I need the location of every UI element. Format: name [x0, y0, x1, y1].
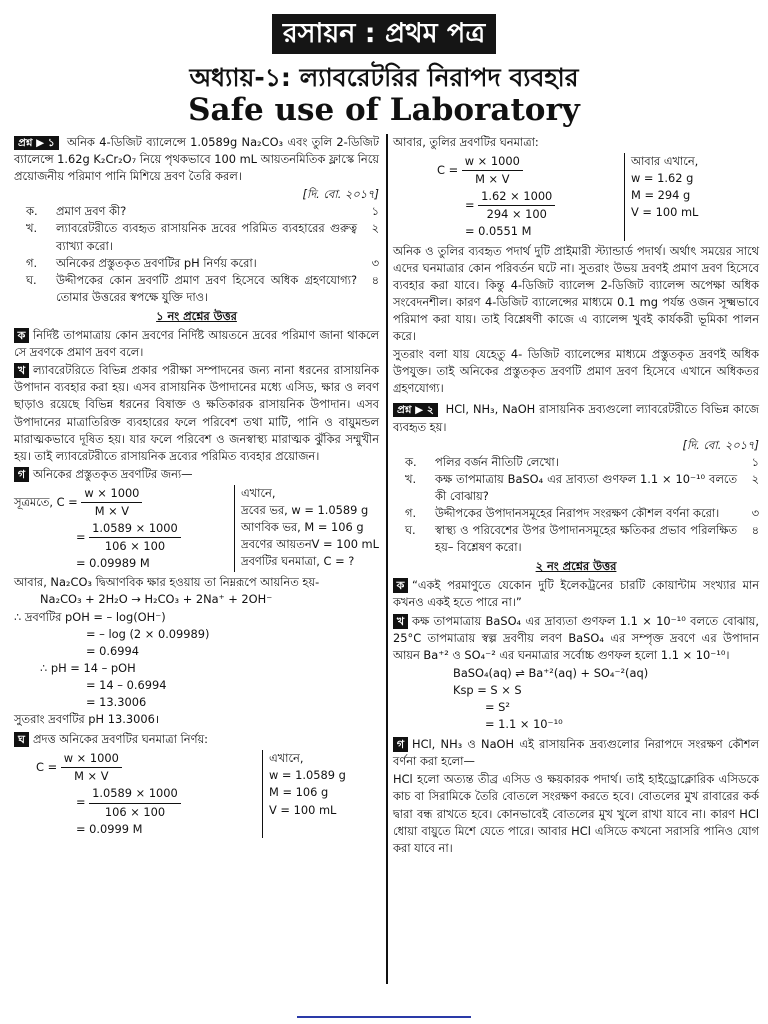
- chemical-equation: Na₂CO₃ + 2H₂O → H₂CO₃ + 2Na⁺ + 2OH⁻: [40, 592, 273, 607]
- q1-stem: অনিক 4-ডিজিট ব্যালেন্সে 1.0589g Na₂CO₃ এবং তুলি 2-ডিজিট ব্যালেন্সে 1.62g K₂Cr₂O₇ নিয়ে পৃথকভাবে 100 mL আয়তনমিতিক ফ্লাস্কে নিয়ে প্রয়োজনীয় পরিমাণ পানি মিশিয়ে দ্রবণ তৈরি করল।: [14, 135, 379, 184]
- fraction-denominator: M × V: [475, 172, 510, 187]
- answer-text: HCl, NH₃ ও NaOH এই রাসায়নিক দ্রব্যগুলোর নিরাপদে সংরক্ষণ কৌশল বর্ণনা করা হলো—: [393, 737, 759, 769]
- given-line: M = 294 g: [631, 188, 691, 203]
- item-text: পলির বর্জন নীতিটি লেখো।: [435, 454, 559, 469]
- fraction-numerator: w × 1000: [61, 750, 122, 768]
- given-line: এখানে,: [241, 485, 276, 500]
- chapter-title: অধ্যায়-১: ল্যাবরেটরির নিরাপদ ব্যবহার: [189, 63, 579, 92]
- answer-label: ক: [393, 578, 408, 593]
- answer-label: ক: [14, 328, 29, 343]
- fraction-denominator: M × V: [94, 503, 130, 518]
- right-column: [393, 134, 759, 858]
- fraction: [81, 485, 142, 520]
- given-line: V = 100 mL: [269, 802, 337, 817]
- calc-line: = S²: [485, 700, 510, 714]
- footer-rule: [297, 1016, 471, 1018]
- fraction-numerator: w × 1000: [81, 485, 142, 503]
- q2-stem-para: [393, 401, 759, 435]
- answer-label: গ: [14, 467, 29, 482]
- chemical-equation: BaSO₄(aq) ⇌ Ba⁺²(aq) + SO₄⁻²(aq): [453, 665, 649, 680]
- q1-answer-heading: ১ নং প্রশ্নের উত্তর: [156, 308, 237, 323]
- calc-line: ∴ দ্রবণটির pOH = – log(OH⁻): [14, 609, 166, 624]
- fraction: [478, 188, 555, 223]
- fraction-numerator: 1.62 × 1000: [478, 188, 555, 206]
- fraction-denominator: 106 × 100: [104, 804, 166, 819]
- fraction-denominator: 294 × 100: [486, 207, 547, 222]
- given-line: দ্রবণটির ঘনমাত্রা, C = ?: [241, 554, 355, 569]
- calc-line: আবার, Na₂CO₃ দ্বিআণবিক ক্ষার হওয়ায় তা নিম্নরূপে আয়নিত হয়-: [14, 575, 320, 590]
- answer-text: কক্ষ তাপমাত্রায় BaSO₄ এর দ্রাব্যতা গুণফল 1.1 × 10⁻¹⁰ বলতে বোঝায়, 25°C তাপমাত্রায় স্বল্প দ্রবণীয় লবণ BaSO₄ এর সম্পৃক্ত দ্রবণে এর উপাদান আয়ন Ba⁺² ও SO₄⁻² এর ঘনমাত্রার সর্বোচ্চ গুণফল হলো 1.1 × 10⁻¹⁰।: [393, 613, 759, 662]
- fraction-denominator: M × V: [74, 769, 109, 784]
- given-line: আণবিক ভর, M = 106 g: [241, 520, 364, 535]
- item-key: ক.: [405, 454, 417, 469]
- item-text: উদ্দীপকের কোন দ্রবণটি প্রমাণ দ্রবণ হিসেবে অধিক গ্রহণযোগ্য? তোমার উত্তরের স্বপক্ষে যুক্তি দাও।: [56, 272, 357, 304]
- given-line: w = 1.0589 g: [269, 768, 346, 783]
- answer-text: নির্দিষ্ট তাপমাত্রায় কোন দ্রবণের নির্দিষ্ট আয়তনে দ্রবের পরিমাণ জানা থাকলে সে দ্রবণকে প্রমাণ দ্রবণ বলে।: [14, 328, 379, 360]
- answer-text: “একই পরমাণুতে যেকোন দুটি ইলেকট্রনের চারটি কোয়ান্টাম সংখ্যার মান কখনও একই হতে পারে না।”: [393, 578, 759, 610]
- fraction: [89, 520, 181, 555]
- given-line: V = 100 mL: [631, 205, 699, 220]
- tuli-equations: C = $\frac{w \times 1000}{M \times V}$ = $\frac{1.62 \times 1000}{294 \times 100}$ = 0.0551 M: [393, 153, 624, 240]
- item-key: ঘ.: [26, 272, 37, 287]
- q2-stem: HCl, NH₃, NaOH রাসায়নিক দ্রব্যগুলো ল্যাবরেটরীতে বিভিন্ন কাজে ব্যবহৃত হয়।: [393, 402, 759, 434]
- answer-text: প্রদত্ত অনিকের দ্রবণটির ঘনমাত্রা নির্ণয়:: [33, 732, 209, 747]
- q2-answer-ga: [393, 736, 759, 770]
- answer-label: খ: [393, 614, 408, 629]
- ga-equations: সূত্রমতে, C = $\frac{w \times 1000}{M \times V}$ = $\frac{1.0589 \times 1000}{106 \times 100}$ = 0.09989 M: [14, 485, 234, 572]
- calc-line: = – log (2 × 0.09989): [86, 626, 210, 641]
- item-text: উদ্দীপকের উপাদানসমূহের নিরাপদ সংরক্ষণ কৌশল বর্ণনা করো।: [435, 505, 720, 520]
- tuli-calculation: [393, 153, 759, 240]
- item-marks: ৩: [751, 505, 759, 520]
- item-marks: ৩: [371, 255, 379, 270]
- given-line: দ্রবণের আয়তনV = 100 mL: [241, 537, 379, 552]
- calc-result: = 0.09989 M: [76, 556, 150, 571]
- item-text: স্বাস্থ্য ও পরিবেশের উপর উপাদানসমূহের ক্ষতিকর প্রভাব পরিলক্ষিত হয়– বিশ্লেষণ করো।: [435, 523, 737, 555]
- left-column: [14, 134, 379, 840]
- formula-prefix: সূত্রমতে,: [14, 494, 53, 509]
- answer-label: খ: [14, 363, 29, 378]
- item-text: প্রমাণ দ্রবণ কী?: [56, 204, 127, 219]
- q1-stem-para: [14, 134, 379, 185]
- gha-calculation: [14, 750, 379, 837]
- calc-line: ∴ pH = 14 – pOH: [40, 660, 136, 675]
- calc-line: = 0.6994: [86, 643, 140, 658]
- calc-line: = 14 – 0.6994: [86, 677, 167, 692]
- gha-given: [262, 750, 379, 837]
- item-marks: ১: [371, 204, 379, 219]
- given-line: দ্রবের ভর, w = 1.0589 g: [241, 502, 369, 517]
- item-key: খ.: [405, 471, 417, 486]
- ga-given: [234, 485, 379, 572]
- answer-label: ঘ: [14, 732, 29, 747]
- fraction-numerator: 1.0589 × 1000: [89, 785, 181, 803]
- q2-answer-heading: ২ নং প্রশ্নের উত্তর: [535, 559, 617, 574]
- formula-lhs: C =: [437, 163, 459, 178]
- ga-calculation: [14, 485, 379, 572]
- given-line: w = 1.62 g: [631, 171, 694, 186]
- fraction: [61, 750, 122, 785]
- q1-item: [14, 220, 379, 254]
- q2-item: [393, 454, 759, 471]
- q1-answer-gha: [14, 731, 379, 748]
- q2-item: [393, 522, 759, 556]
- item-marks: ৪: [751, 523, 759, 538]
- q1-item: [14, 203, 379, 220]
- fraction: [462, 153, 523, 188]
- q2-source: [দি. বো. ২০১৭]: [682, 437, 759, 452]
- question-tag: প্রশ্ন ▶ ২: [393, 403, 438, 417]
- calc-result: = 0.0551 M: [465, 224, 532, 239]
- q2-answer-ka: [393, 577, 759, 611]
- conclusion: সুতরাং দ্রবণটির pH 13.3006।: [14, 712, 160, 727]
- fraction: [89, 785, 181, 820]
- q1-answer-ka: [14, 327, 379, 361]
- q2-item: [393, 505, 759, 522]
- gha-equations: C = $\frac{w \times 1000}{M \times V}$ = $\frac{1.0589 \times 1000}{106 \times 100}$ = 0.0999 M: [14, 750, 262, 837]
- answer-label: গ: [393, 737, 408, 752]
- fraction-numerator: 1.0589 × 1000: [89, 520, 181, 538]
- item-key: ঘ.: [405, 523, 416, 538]
- item-text: ল্যাবরেটরীতে ব্যবহৃত রাসায়নিক দ্রবের পরিমিত ব্যবহারের গুরুত্ব ব্যাখ্যা করো।: [56, 221, 357, 253]
- item-text: অনিকের প্রস্তুতকৃত দ্রবণটির pH নির্ণয় করো।: [56, 255, 257, 270]
- q2-answer-kha: [393, 613, 759, 664]
- paragraph: অনিক ও তুলির ব্যবহৃত পদার্থ দুটি প্রাইমারী স্ট্যান্ডার্ড পদার্থ। অর্থাৎ সময়ের সাথে এদের ঘনমাত্রার কোন পরিবর্তন ঘটে না। সুতরাং উভয় দ্রবণই প্রমাণ দ্রবণ হিসেবে ব্যবহার করা যাবে। কিন্তু 4-ডিজিট ব্যালেন্স 2-ডিজিট ব্যালেন্স অপেক্ষা অধিক সংবেদনশীল। কারণ 4-ডিজিট ব্যালেন্সের মাধ্যমে 0.1 mg পর্যন্ত ওজন সূক্ষ্মভাবে পরিমাপ করা যায়। তাই বিশ্লেষণী কাজে এ ব্যালেন্স খুবই কার্যকরী ভূমিকা পালন করে।: [393, 243, 759, 344]
- answer-text: অনিকের প্রস্তুতকৃত দ্রবণটির জন্য—: [33, 466, 193, 481]
- fraction-denominator: 106 × 100: [104, 539, 166, 554]
- given-line: এখানে,: [269, 751, 304, 766]
- item-marks: ২: [751, 471, 759, 486]
- tuli-given: [624, 153, 759, 240]
- q1-answer-ga: [14, 466, 379, 483]
- q2-item: [393, 471, 759, 505]
- item-key: খ.: [26, 221, 38, 236]
- q1-source: [দি. বো. ২০১৭]: [302, 187, 379, 202]
- item-marks: ১: [751, 454, 759, 469]
- calc-line: Ksp = S × S: [453, 682, 522, 697]
- item-key: গ.: [405, 505, 417, 520]
- item-marks: ৪: [371, 272, 379, 287]
- item-marks: ২: [371, 221, 379, 236]
- item-key: গ.: [26, 255, 38, 270]
- q1-answer-kha: [14, 362, 379, 465]
- answer-text: ল্যাবরেটরিতে বিভিন্ন প্রকার পরীক্ষা সম্পাদনের জন্য নানা ধরনের রাসায়নিক উপাদান ব্যবহার করা হয়। এসব রাসায়নিক উপাদানের মধ্যে এসিড, ক্ষার ও লবণ ছাড়াও রয়েছে বিভিন্ন ধরনের বিষাক্ত ও ক্ষতিকারক রাসায়নিক উপাদান। এসব উপাদানের মাত্রাতিরিক্ত ব্যবহারের ফলে পরিবেশ তথা মাটি, পানি ও বায়ুমন্ডল মারাত্মকভাবে দূষিত হয়। যার ফলে পরিবেশ ও জনস্বাস্থ্য মারাত্মক ঝুঁকির সম্মুখীন হয়। তাই ল্যাবরেটরীতে রাসায়নিক দ্রব্যের পরিমিত ব্যবহার প্রয়োজন।: [14, 363, 379, 463]
- given-line: M = 106 g: [269, 785, 329, 800]
- subject-banner: রসায়ন : প্রথম পত্র: [272, 14, 496, 54]
- q1-item: [14, 272, 379, 306]
- item-key: ক.: [26, 204, 38, 219]
- paragraph: HCl হলো অত্যন্ত তীব্র এসিড ও ক্ষয়কারক পদার্থ। তাই হাইড্রোক্লোরিক এসিডকে কাচ বা সিরামিকে তৈরি বোতলে সংরক্ষণ করতে হবে। বোতলের মুখ রাবারের কর্ক দ্বারা বন্ধ রাখতে হবে। কোনভাবেই বোতলের মুখ খুলে রাখা যাবে না। কারণ HCl ধোয়া বায়ুতে মিশে যেতে পারে। আবার HCl এসিডে কখনো সরাসরি পানিও যোগ করা যাবে না।: [393, 772, 759, 855]
- formula-lhs: C =: [36, 760, 58, 775]
- paragraph: সুতরাং বলা যায় যেহেতু 4- ডিজিট ব্যালেন্সের মাধ্যমে প্রস্তুতকৃত দ্রবণই অধিক উপযুক্ত। তাই অনিকের প্রস্তুতকৃত দ্রবণটি প্রমাণ দ্রবণ হিসেবে এখানে অধিকতর গ্রহণযোগ্য।: [393, 347, 759, 396]
- given-line: আবার এখানে,: [631, 154, 699, 169]
- calc-line: = 1.1 × 10⁻¹⁰: [485, 717, 563, 732]
- formula-lhs: C =: [56, 494, 78, 509]
- question-tag: প্রশ্ন ▶ ১: [14, 136, 59, 150]
- q1-item: [14, 255, 379, 272]
- item-text: কক্ষ তাপমাত্রায় BaSO₄ এর দ্রাব্যতা গুণফল 1.1 × 10⁻¹⁰ বলতে কী বোঝায়?: [435, 471, 737, 503]
- fraction-numerator: w × 1000: [462, 153, 523, 171]
- english-title: Safe use of Laboratory: [188, 92, 580, 128]
- calc-result: = 0.0999 M: [76, 821, 143, 836]
- calc-line: = 13.3006: [86, 695, 147, 709]
- column-divider: [386, 134, 388, 984]
- tuli-intro: আবার, তুলির দ্রবণটির ঘনমাত্রা:: [393, 135, 539, 149]
